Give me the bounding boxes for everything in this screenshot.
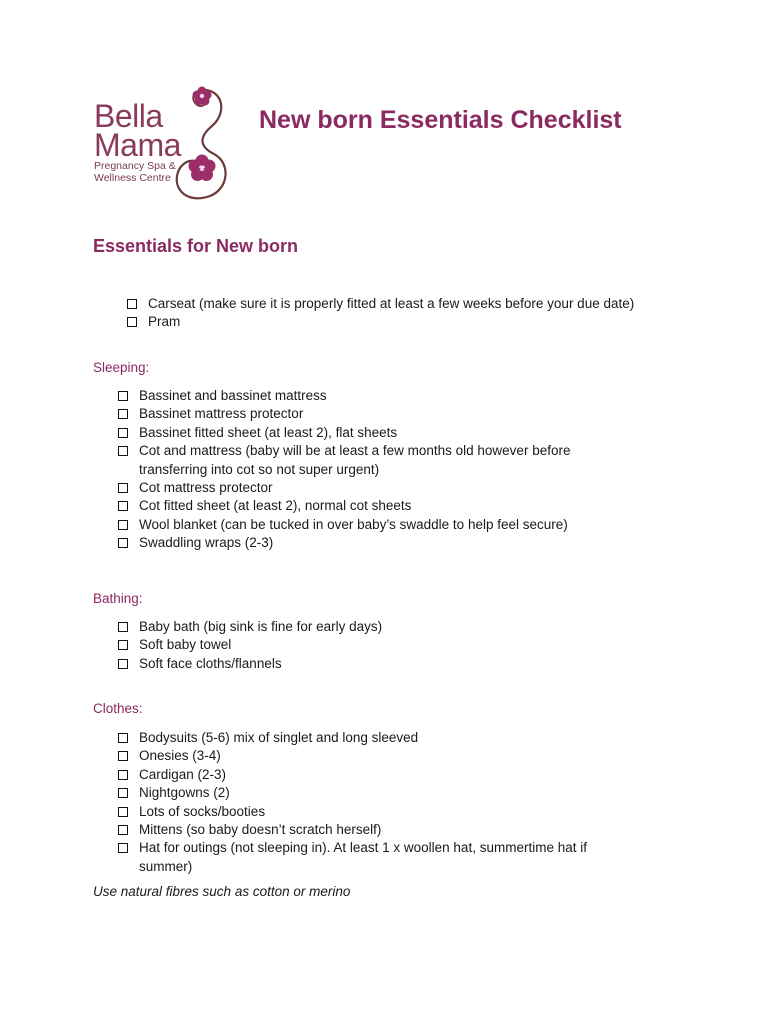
item-text: Nightgowns (2) bbox=[139, 785, 230, 801]
checklist-item[interactable] bbox=[118, 784, 638, 802]
checkbox-icon[interactable] bbox=[118, 733, 128, 743]
checklist-item[interactable] bbox=[118, 766, 638, 784]
checklist-item[interactable] bbox=[118, 729, 638, 747]
item-text: Bodysuits (5-6) mix of singlet and long sleeved bbox=[139, 730, 419, 745]
checkbox-icon[interactable] bbox=[118, 788, 128, 798]
checkbox-icon[interactable] bbox=[118, 446, 128, 456]
checkbox-icon[interactable] bbox=[118, 843, 128, 853]
item-text: Bassinet mattress protector bbox=[139, 406, 304, 422]
item-text: Cardigan (2-3) bbox=[139, 766, 227, 782]
item-text: Carseat (make sure it is properly fitted at least a few weeks before your due date) bbox=[148, 296, 635, 311]
logo-brand-line2: Mama bbox=[94, 127, 181, 163]
checkbox-icon[interactable] bbox=[118, 640, 128, 650]
checkbox-icon[interactable] bbox=[118, 409, 128, 419]
checkbox-icon[interactable] bbox=[118, 483, 128, 493]
clothes-list bbox=[118, 729, 638, 876]
checkbox-icon[interactable] bbox=[118, 825, 128, 835]
item-text: Wool blanket (can be tucked in over baby’s swaddle to help feel secure) bbox=[139, 516, 568, 532]
item-text: Cot fitted sheet (at least 2), normal cot sheets bbox=[139, 498, 412, 514]
logo-tagline-line1: Pregnancy Spa & bbox=[94, 160, 176, 172]
item-text: Pram bbox=[148, 314, 181, 330]
bathing-list bbox=[118, 618, 618, 673]
item-text: Cot mattress protector bbox=[139, 480, 273, 496]
item-text: Swaddling wraps (2-3) bbox=[139, 535, 274, 551]
sleeping-list bbox=[118, 387, 618, 553]
checkbox-icon[interactable] bbox=[118, 751, 128, 761]
checkbox-icon[interactable] bbox=[118, 520, 128, 530]
logo-brand-line1: Bella bbox=[94, 98, 163, 134]
item-text: Soft face cloths/flannels bbox=[139, 655, 282, 671]
checklist-item[interactable] bbox=[118, 442, 618, 479]
item-text: Cot and mattress (baby will be at least a few months old however before transferring into cot so not super urgent) bbox=[139, 443, 571, 477]
checklist-item[interactable] bbox=[118, 839, 638, 876]
checklist-item[interactable] bbox=[118, 821, 638, 839]
checkbox-icon[interactable] bbox=[118, 807, 128, 817]
checklist-item[interactable] bbox=[127, 295, 707, 313]
checklist-item[interactable] bbox=[118, 405, 618, 423]
checkbox-icon[interactable] bbox=[127, 299, 137, 309]
checklist-item[interactable] bbox=[118, 516, 618, 534]
clothes-label: Clothes: bbox=[93, 701, 143, 716]
fabric-note: Use natural fibres such as cotton or merino bbox=[93, 884, 351, 899]
checklist-item[interactable] bbox=[118, 424, 618, 442]
flower-swirl-icon bbox=[164, 84, 240, 204]
checklist-item[interactable] bbox=[118, 655, 618, 673]
document-title: New born Essentials Checklist bbox=[259, 106, 622, 134]
bathing-label: Bathing: bbox=[93, 591, 143, 606]
checklist-item[interactable] bbox=[118, 803, 638, 821]
checkbox-icon[interactable] bbox=[118, 428, 128, 438]
checklist-item[interactable] bbox=[118, 479, 618, 497]
checkbox-icon[interactable] bbox=[118, 622, 128, 632]
item-text: Bassinet and bassinet mattress bbox=[139, 388, 327, 403]
item-text: Bassinet fitted sheet (at least 2), flat sheets bbox=[139, 424, 398, 440]
checkbox-icon[interactable] bbox=[118, 391, 128, 401]
item-text: Soft baby towel bbox=[139, 637, 232, 653]
checklist-item[interactable] bbox=[118, 618, 618, 636]
item-text: Hat for outings (not sleeping in). At least 1 x woollen hat, summertime hat if summer) bbox=[139, 840, 587, 874]
sleeping-label: Sleeping: bbox=[93, 360, 150, 375]
item-text: Mittens (so baby doesn’t scratch herself) bbox=[139, 822, 382, 838]
logo-tagline-line2: Wellness Centre bbox=[94, 172, 171, 184]
checkbox-icon[interactable] bbox=[118, 659, 128, 669]
item-text: Lots of socks/booties bbox=[139, 803, 266, 819]
item-text: Onesies (3-4) bbox=[139, 748, 221, 764]
checklist-item[interactable] bbox=[118, 497, 618, 515]
checkbox-icon[interactable] bbox=[118, 501, 128, 511]
checklist-item[interactable] bbox=[118, 636, 618, 654]
section-heading: Essentials for New born bbox=[93, 236, 299, 256]
checkbox-icon[interactable] bbox=[118, 770, 128, 780]
checklist-item[interactable] bbox=[127, 313, 707, 331]
checklist-item[interactable] bbox=[118, 534, 618, 552]
checkbox-icon[interactable] bbox=[127, 317, 137, 327]
checklist-item[interactable] bbox=[118, 747, 638, 765]
item-text: Baby bath (big sink is fine for early days) bbox=[139, 619, 383, 634]
essentials-list bbox=[127, 295, 707, 332]
checkbox-icon[interactable] bbox=[118, 538, 128, 548]
logo bbox=[90, 84, 240, 204]
checklist-item[interactable] bbox=[118, 387, 618, 405]
